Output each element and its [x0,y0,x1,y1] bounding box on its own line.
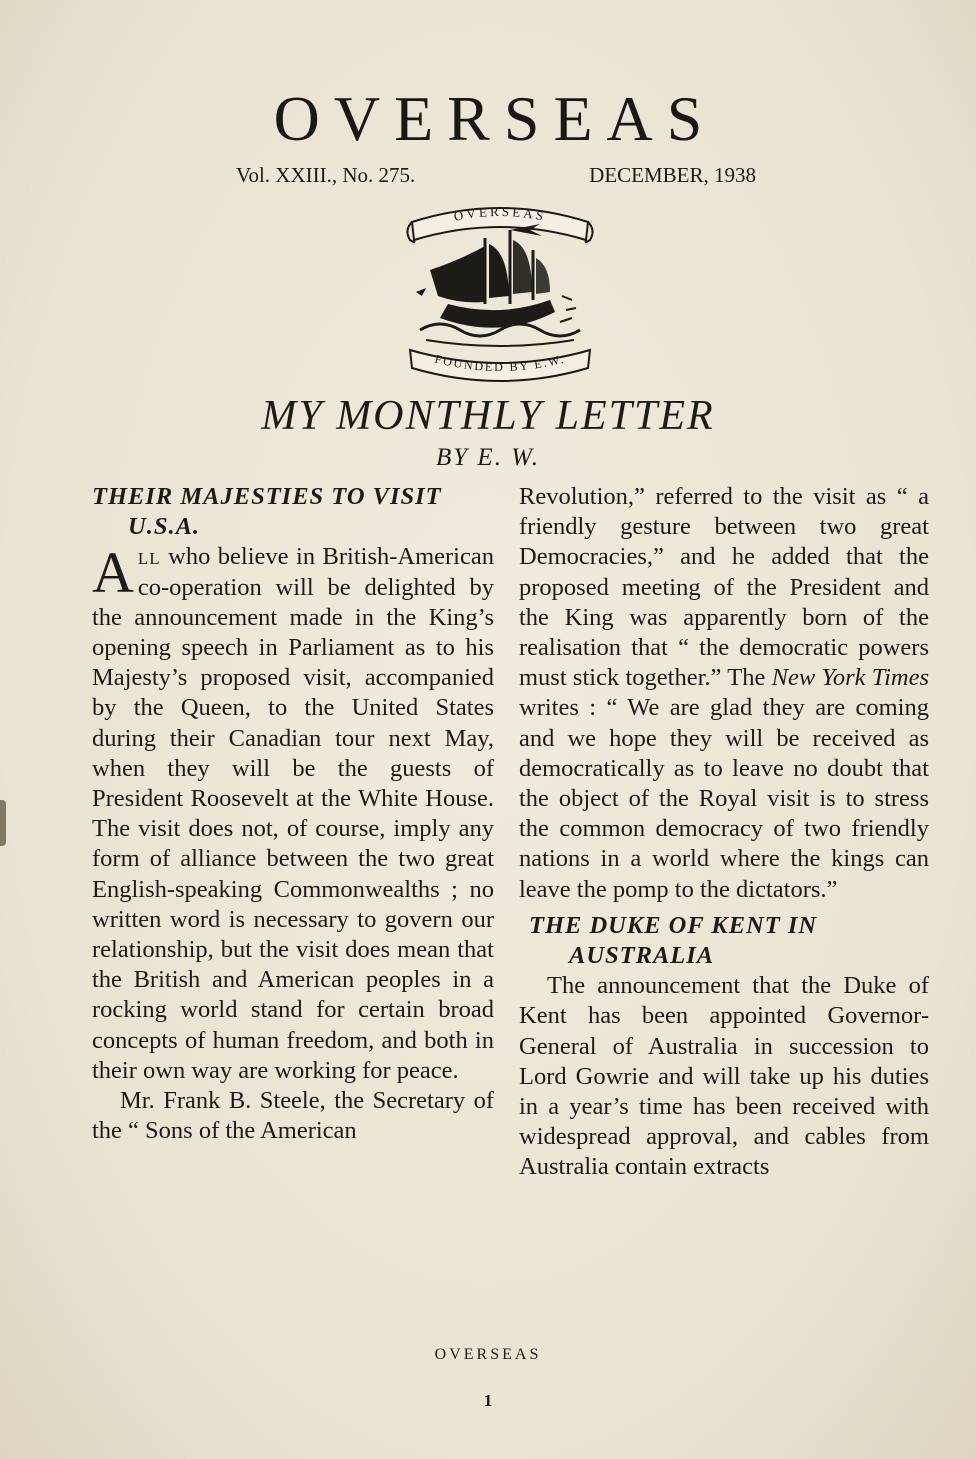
paragraph-text: writes : “ We are glad they are coming and we hope they will be received as democratically as to leave no doubt that the object of the Royal visit is to stress the common democracy of two friendly nations in a world where the kings can leave the pomp to the dictators.” [519,694,929,903]
paragraph-text: Revolution,” referred to the visit as “ a friendly gesture between two great Democracies,” and he added that the proposed meeting of the President and the King was apparently born of the realisation that “ the democratic powers must stick together.” The [519,483,929,692]
section-heading-kent: THE DUKE OF KENT IN AUSTRALIA [529,911,818,970]
volume-number: Vol. XXIII., No. 275. [236,163,416,187]
article-paragraph [92,542,494,1086]
byline: BY E. W. [436,444,540,471]
ship-emblem [390,200,610,390]
page-number: 1 [483,1391,493,1410]
drop-cap: A [92,540,134,606]
article-paragraph-continued [519,482,929,905]
issue-date: DECEMBER, 1938 [589,163,756,187]
letter-title: MY MONTHLY LETTER [261,393,715,439]
article-paragraph: The announcement that the Duke of Kent has been appointed Governor-General of Australia in succession to Lord Gowrie and will take up his duties in a year’s time has been received with widespread approval, and cables from Australia contain extracts [519,972,929,1181]
masthead-title: OVERSEAS [273,83,717,154]
section-heading-majesties: THEIR MAJESTIES TO VISIT U.S.A. [92,483,442,541]
article-paragraph: Mr. Frank B. Steele, the Secretary of the “ Sons of the American [92,1087,494,1145]
binding-mark [0,800,6,846]
footer-title: OVERSEAS [434,1346,542,1363]
left-column [92,482,494,1146]
publication-name: New York Times [771,664,929,692]
right-column [519,482,929,1183]
paragraph-text: who believe in British-American co-operation will be delighted by the announcement made in the King’s opening speech in Parliament as to his Majesty’s proposed visit, accompanied by the Queen, to the United States during their Canadian tour next May, when they will be the guests of President Roosevelt at the White House. The visit does not, of course, imply any form of alliance between the two great English-speaking Commonwealths ; no written word is necessary to govern our relationship, but the visit does mean that the British and American peoples in a rocking world stand for certain broad concepts of human freedom, and both in their own way are working for peace. [92,543,494,1084]
issue-line [236,163,756,188]
emblem-banner-bottom: FOUNDED BY E.W. [433,351,567,375]
small-caps-lead: ll [137,543,161,571]
emblem-banner-top: OVERSEAS [452,203,548,224]
